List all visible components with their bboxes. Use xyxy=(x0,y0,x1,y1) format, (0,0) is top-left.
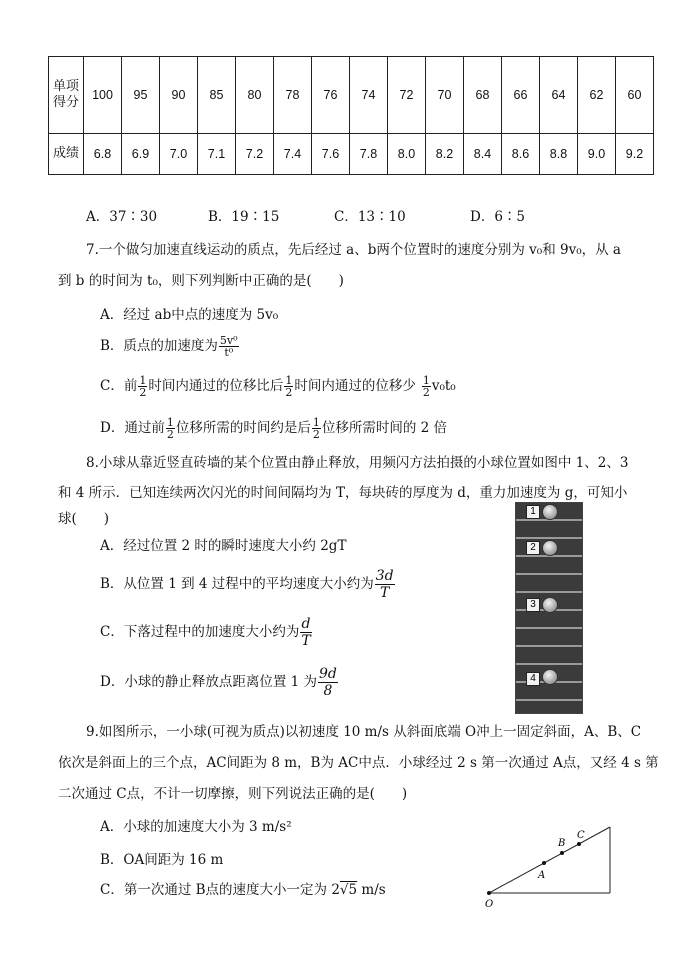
q7-stem-line1: 7.一个做匀加速直线运动的质点，先后经过 a、b两个位置时的速度分别为 v₀和 9v₀，从 a xyxy=(86,242,621,258)
table-cell: 8.6 xyxy=(502,134,540,175)
numerator: 3d xyxy=(375,568,394,584)
table-cell: 7.8 xyxy=(350,134,388,175)
q9-option-c-end: m/s xyxy=(357,882,386,898)
fraction xyxy=(318,666,338,699)
table-row xyxy=(49,57,654,134)
table-cell: 62 xyxy=(578,57,616,134)
numerator: 1 xyxy=(312,416,320,429)
fraction xyxy=(300,616,311,649)
table-cell: 78 xyxy=(274,57,312,134)
row-header-result: 成绩 xyxy=(49,134,84,175)
ball-label-1: 1 xyxy=(526,505,540,519)
q8-option-d xyxy=(100,666,339,699)
numerator: d xyxy=(301,616,311,632)
q8-option-b xyxy=(100,568,396,601)
table-cell: 85 xyxy=(198,57,236,134)
q6-option-d: D．6∶5 xyxy=(470,209,526,225)
point-o xyxy=(487,891,491,895)
point-c xyxy=(577,842,581,846)
table-cell: 76 xyxy=(312,57,350,134)
denominator: 2 xyxy=(422,386,430,399)
table-cell: 68 xyxy=(464,57,502,134)
fraction xyxy=(312,417,321,440)
point-a xyxy=(542,861,546,865)
table-cell: 64 xyxy=(540,57,578,134)
ball-position-1 xyxy=(542,504,558,520)
row-header-score: 单项得分 xyxy=(49,57,84,134)
q9-stem-line2: 依次是斜面上的三个点，AC间距为 8 m，B为 AC中点．小球经过 2 s 第一次通过 A点，又经 4 s 第 xyxy=(58,755,659,771)
q9-stem-line1: 9.如图所示，一小球(可视为质点)以初速度 10 m/s 从斜面底端 O冲上一固定斜面，A、B、C xyxy=(86,724,642,740)
q7-option-d xyxy=(100,416,447,440)
table-cell: 8.8 xyxy=(540,134,578,175)
numerator: 5v⁰ xyxy=(219,334,238,347)
table-cell: 66 xyxy=(502,57,540,134)
table-cell: 9.0 xyxy=(578,134,616,175)
q7-option-a: A．经过 ab中点的速度为 5v₀ xyxy=(100,307,279,323)
numerator: 1 xyxy=(422,374,430,387)
incline-slope xyxy=(489,827,610,893)
table-cell: 74 xyxy=(350,57,388,134)
ball-label-4: 4 xyxy=(526,672,540,686)
table-cell: 7.6 xyxy=(312,134,350,175)
denominator: T xyxy=(380,585,390,601)
ball-label-2: 2 xyxy=(526,541,540,555)
table-cell: 8.4 xyxy=(464,134,502,175)
q8-option-d-text: D．小球的静止释放点距离位置 1 为 xyxy=(100,674,317,690)
fraction xyxy=(375,568,395,601)
q7-option-c-pre: C．前 xyxy=(100,378,138,394)
label-o: O xyxy=(485,899,494,910)
q8-stem-line3: 球( ) xyxy=(58,511,110,527)
score-table xyxy=(48,56,654,175)
q9-option-c-pre: C．第一次通过 B点的速度大小一定为 2 xyxy=(100,882,340,898)
table-cell: 60 xyxy=(616,57,654,134)
q9-option-a: A．小球的加速度大小为 3 m/s² xyxy=(100,819,292,835)
fraction xyxy=(422,375,431,398)
denominator: 2 xyxy=(285,386,293,399)
mortar-line xyxy=(516,627,582,629)
q8-option-c-text: C．下落过程中的加速度大小约为 xyxy=(100,624,300,640)
denominator: 2 xyxy=(312,428,320,441)
q7-option-d-pre: D．通过前 xyxy=(100,420,165,436)
label-a: A xyxy=(538,870,546,881)
q9-stem-line3: 二次通过 C点，不计一切摩擦，则下列说法正确的是( ) xyxy=(58,786,408,802)
table-cell: 95 xyxy=(122,57,160,134)
fraction xyxy=(219,335,239,358)
q7-option-b xyxy=(100,334,240,358)
ball-position-2 xyxy=(542,540,558,556)
q6-option-a: A．37∶30 xyxy=(86,209,158,225)
denominator: 2 xyxy=(166,428,174,441)
mortar-line xyxy=(516,699,582,701)
ball-label-3: 3 xyxy=(526,598,540,612)
q6-option-b: B．19∶15 xyxy=(208,209,280,225)
denominator: T xyxy=(301,633,311,649)
mortar-line xyxy=(516,537,582,539)
label-c: C xyxy=(577,830,585,841)
table-cell: 9.2 xyxy=(616,134,654,175)
q9-option-b: B．OA间距为 16 m xyxy=(100,852,224,868)
q8-stem-line2: 和 4 所示．已知连续两次闪光的时间间隔均为 T，每块砖的厚度为 d，重力加速度为 g，可知小 xyxy=(58,485,628,501)
numerator: 1 xyxy=(139,374,147,387)
table-cell: 70 xyxy=(426,57,464,134)
q7-option-c-mid: 时间内通过的位移比后 xyxy=(148,378,284,394)
table-cell: 7.0 xyxy=(160,134,198,175)
fraction xyxy=(284,375,293,398)
q7-option-c-end: v₀t₀ xyxy=(431,378,456,394)
table-cell: 6.9 xyxy=(122,134,160,175)
brick-wall-photo xyxy=(515,502,583,714)
table-cell: 7.4 xyxy=(274,134,312,175)
q8-stem-line1: 8.小球从靠近竖直砖墙的某个位置由静止释放，用频闪方法拍摄的小球位置如图中 1、2、3 xyxy=(86,455,629,471)
q6-option-c: C．13∶10 xyxy=(334,209,406,225)
q7-option-d-mid: 位移所需的时间约是后 xyxy=(175,420,311,436)
q9-option-c xyxy=(100,878,386,898)
q7-option-c xyxy=(100,374,456,398)
numerator: 1 xyxy=(166,416,174,429)
table-row xyxy=(49,134,654,175)
mortar-line xyxy=(516,663,582,665)
table-cell: 7.2 xyxy=(236,134,274,175)
table-cell: 7.1 xyxy=(198,134,236,175)
q8-option-c xyxy=(100,616,313,649)
q7-option-c-mid2: 时间内通过的位移少 xyxy=(294,378,416,394)
denominator: 8 xyxy=(323,683,333,699)
mortar-line xyxy=(516,645,582,647)
table-cell: 80 xyxy=(236,57,274,134)
numerator: 9d xyxy=(319,666,337,682)
label-b: B xyxy=(558,838,566,849)
q7-stem-line2: 到 b 的时间为 t₀，则下列判断中正确的是( ) xyxy=(58,273,344,289)
incline-diagram xyxy=(478,822,628,910)
q7-option-b-text: B．质点的加速度为 xyxy=(100,338,218,354)
point-b xyxy=(560,851,564,855)
table-cell: 8.2 xyxy=(426,134,464,175)
ball-position-4 xyxy=(542,669,558,685)
numerator: 1 xyxy=(285,374,293,387)
table-cell: 90 xyxy=(160,57,198,134)
fraction xyxy=(138,375,147,398)
table-cell: 72 xyxy=(388,57,426,134)
denominator: 2 xyxy=(139,386,147,399)
q7-option-d-end: 位移所需时间的 2 倍 xyxy=(321,420,447,436)
table-cell: 6.8 xyxy=(84,134,122,175)
mortar-line xyxy=(516,573,582,575)
sqrt-expression: √5 xyxy=(339,882,358,898)
q8-option-a: A．经过位置 2 时的瞬时速度大小约 2gT xyxy=(100,538,347,554)
mortar-line xyxy=(516,591,582,593)
denominator: t⁰ xyxy=(224,346,234,359)
ball-position-3 xyxy=(542,597,558,613)
q8-option-b-text: B．从位置 1 到 4 过程中的平均速度大小约为 xyxy=(100,576,374,592)
table-cell: 8.0 xyxy=(388,134,426,175)
fraction xyxy=(166,417,175,440)
table-cell: 100 xyxy=(84,57,122,134)
